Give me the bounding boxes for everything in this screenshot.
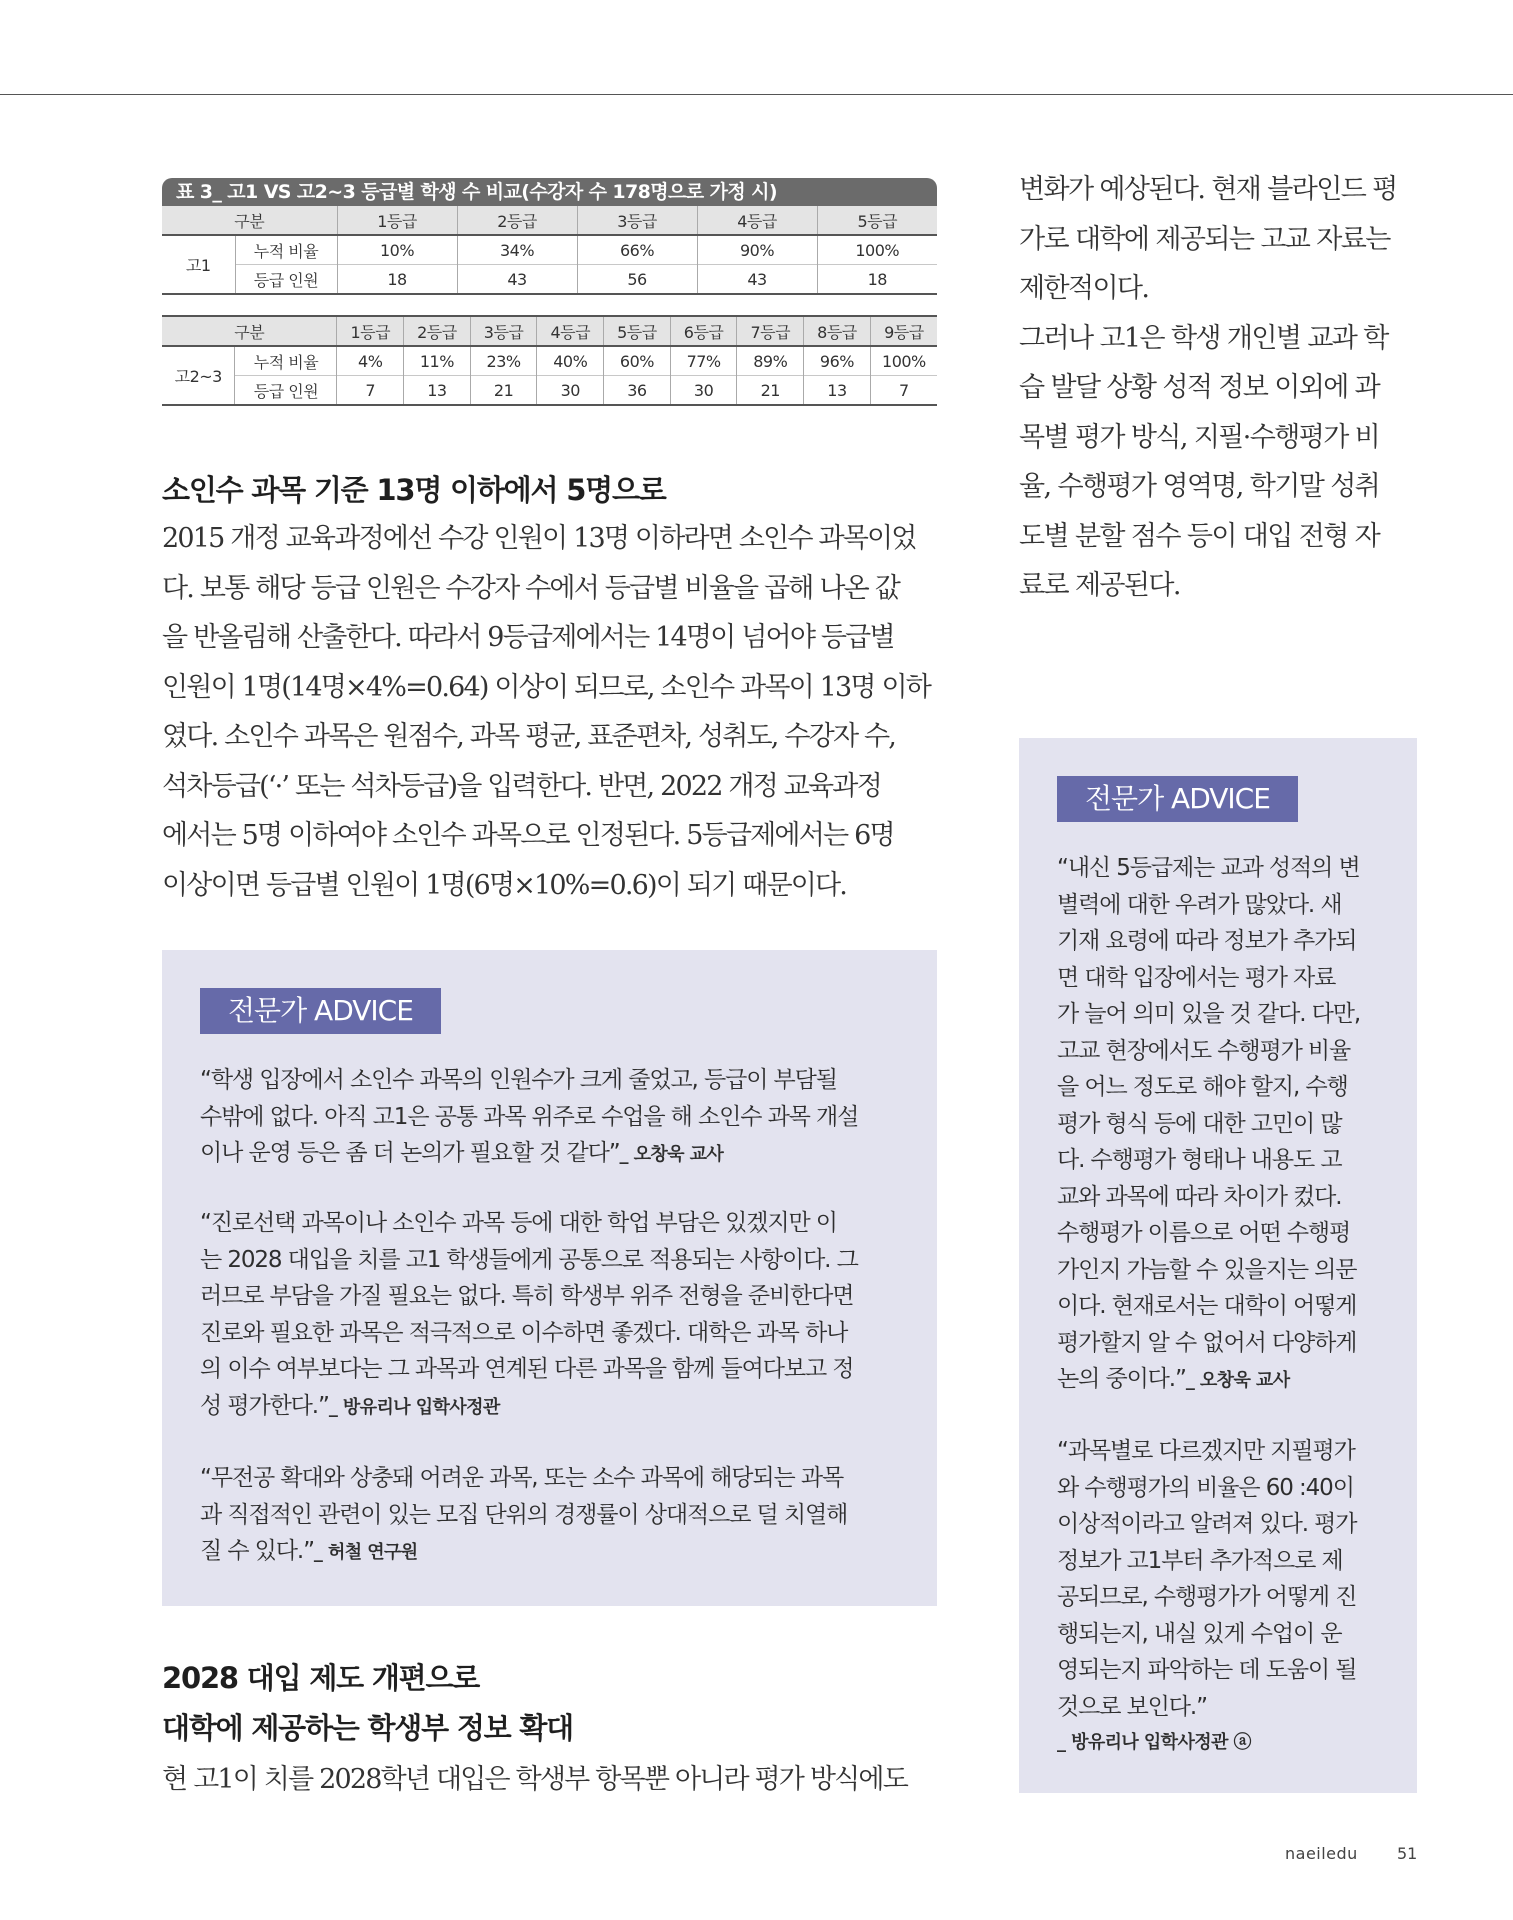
table-cell: 90%: [697, 235, 817, 265]
text-line: 이다. 현재로서는 대학이 어떻게: [1057, 1293, 1357, 1319]
header-cell: 7등급: [737, 316, 804, 346]
table-cell: 34%: [457, 235, 577, 265]
table-cell: 96%: [804, 346, 871, 376]
text-line: 을 어느 정도로 해야 할지, 수행: [1057, 1074, 1348, 1100]
header-cell: 8등급: [804, 316, 871, 346]
text-line: 교와 과목에 따라 차이가 컸다.: [1057, 1183, 1342, 1210]
text-line: “과목별로 다르겠지만 지필평가: [1057, 1438, 1355, 1464]
table-cell: 89%: [737, 346, 804, 376]
group-cell: 고1: [185, 256, 211, 275]
quote-author: _ 방유리나 입학사정관 ⓐ: [1057, 1732, 1251, 1753]
header-cell: 5등급: [604, 316, 671, 346]
text-line: 도별 분할 점수 등이 대입 전형 자: [1019, 520, 1380, 552]
table-cell: 18: [337, 265, 457, 295]
row-label: 누적 비율: [235, 235, 337, 265]
text-line: 가인지 가늠할 수 있을지는 의문: [1057, 1256, 1357, 1283]
section-heading: 대학에 제공하는 학생부 정보 확대: [162, 1711, 573, 1745]
text-line: 영되는지 파악하는 데 도움이 될: [1057, 1657, 1357, 1683]
text-line: 2015 개정 교육과정에선 수강 인원이 13명 이하라면 소인수 과목이었: [162, 523, 916, 554]
advice-quote: [200, 1460, 847, 1572]
text-line: 성 평가한다.”: [200, 1392, 329, 1419]
text-line: 다. 수행평가 형태나 내용도 고: [1057, 1147, 1342, 1173]
text-line: “학생 입장에서 소인수 과목의 인원수가 크게 줄었고, 등급이 부담될: [200, 1067, 837, 1093]
table-cell: 30: [670, 376, 737, 406]
text-line: 논의 중이다.”: [1057, 1366, 1186, 1392]
page-number: 51: [1397, 1844, 1418, 1863]
section-heading: 2028 대입 제도 개편으로: [162, 1661, 480, 1695]
text-line: 이상적이라고 알려져 있다. 평가: [1057, 1511, 1357, 1537]
header-cell: 2등급: [404, 316, 471, 346]
text-line: 질 수 있다.”: [200, 1538, 314, 1564]
advice-quote: [200, 1062, 858, 1174]
text-line: 석차등급(‘·’ 또는 석차등급)을 입력한다. 반면, 2022 개정 교육과정: [162, 770, 881, 802]
text-line: 별력에 대한 우려가 많았다. 새: [1057, 891, 1342, 918]
text-line: 고교 현장에서도 수행평가 비율: [1057, 1037, 1351, 1064]
grade-comparison-table: [162, 178, 937, 406]
text-line: 그러나 고1은 학생 개인별 교과 학: [1019, 322, 1388, 354]
row-label: 등급 인원: [235, 376, 337, 406]
header-cell: 2등급: [457, 206, 577, 235]
advice-quote: [1057, 850, 1360, 1400]
table-row: [162, 346, 937, 376]
text-line: 평가할지 알 수 없어서 다양하게: [1057, 1329, 1357, 1356]
right-column-paragraph: [1019, 165, 1397, 611]
table-cell: 36: [604, 376, 671, 406]
text-line: “무전공 확대와 상충돼 어려운 과목, 또는 소수 과목에 해당되는 과목: [200, 1465, 844, 1491]
table-grade2-3: [162, 315, 937, 406]
text-line: 수행평가 이름으로 어떤 수행평: [1057, 1220, 1351, 1246]
table-cell: 100%: [870, 346, 937, 376]
header-cell: 6등급: [670, 316, 737, 346]
header-cell: 5등급: [817, 206, 937, 235]
text-line: 목별 평가 방식, 지필·수행평가 비: [1019, 421, 1380, 453]
header-cell: 9등급: [870, 316, 937, 346]
text-line: 진로와 필요한 과목은 적극적으로 이수하면 좋겠다. 대학은 과목 하나: [200, 1319, 848, 1346]
text-line: 현 고1이 치를 2028학년 대입은 학생부 항목뿐 아니라 평가 방식에도: [162, 1764, 907, 1795]
table-row: [162, 265, 937, 295]
table-cell: 21: [470, 376, 537, 406]
header-cell: 1등급: [337, 316, 404, 346]
header-cell: 구분: [162, 316, 337, 346]
section-heading: 소인수 과목 기준 13명 이하에서 5명으로: [162, 473, 666, 507]
table-cell: 30: [537, 376, 604, 406]
text-line: 다. 보통 해당 등급 인원은 수강자 수에서 등급별 비율을 곱해 나온 값: [162, 572, 900, 604]
advice-label: 전문가 ADVICE: [1057, 776, 1298, 822]
table-cell: 10%: [337, 235, 457, 265]
text-line: 인원이 1명(14명×4%=0.64) 이상이 되므로, 소인수 과목이 13명 이하: [162, 671, 931, 703]
text-line: 율, 수행평가 영역명, 학기말 성취: [1019, 471, 1380, 502]
text-line: 변화가 예상된다. 현재 블라인드 평: [1019, 174, 1397, 205]
table-cell: 7: [870, 376, 937, 406]
text-line: 수밖에 없다. 아직 고1은 공통 과목 위주로 수업을 해 소인수 과목 개설: [200, 1103, 859, 1130]
text-line: “진로선택 과목이나 소인수 과목 등에 대한 학업 부담은 있겠지만 이: [200, 1210, 837, 1236]
table-cell: 13: [404, 376, 471, 406]
text-line: 면 대학 입장에서는 평가 자료: [1057, 964, 1336, 991]
table-cell: 4%: [337, 346, 404, 376]
header-cell: 구분: [162, 206, 337, 235]
table-grade1: [162, 206, 937, 295]
table-cell: 7: [337, 376, 404, 406]
table-cell: 23%: [470, 346, 537, 376]
table-cell: 66%: [577, 235, 697, 265]
text-line: 공되므로, 수행평가가 어떻게 진: [1057, 1584, 1357, 1610]
text-line: 것으로 보인다.”: [1057, 1693, 1207, 1720]
text-line: 러므로 부담을 가질 필요는 없다. 특히 학생부 위주 전형을 준비한다면: [200, 1283, 854, 1309]
row-label: 등급 인원: [235, 265, 337, 295]
footer-brand: naeiledu: [1285, 1844, 1358, 1863]
text-line: “내신 5등급제는 교과 성적의 변: [1057, 855, 1360, 881]
table-cell: 60%: [604, 346, 671, 376]
header-cell: 4등급: [537, 316, 604, 346]
advice-quote: [200, 1205, 858, 1426]
table-header-row: [162, 206, 937, 235]
text-line: 에서는 5명 이하여야 소인수 과목으로 인정된다. 5등급제에서는 6명: [162, 820, 894, 851]
table-row: [162, 376, 937, 406]
text-line: 가 늘어 의미 있을 것 같다. 다만,: [1057, 1001, 1361, 1027]
table-cell: 40%: [537, 346, 604, 376]
advice-label: 전문가 ADVICE: [200, 988, 441, 1034]
table-cell: 43: [457, 265, 577, 295]
text-line: 습 발달 상황 성적 정보 이외에 과: [1019, 372, 1380, 403]
top-rule: [0, 94, 1513, 95]
header-cell: 3등급: [470, 316, 537, 346]
body-paragraph: [162, 1755, 907, 1804]
advice-box: [162, 950, 937, 1606]
row-label: 누적 비율: [235, 346, 337, 376]
group-cell: 고2~3: [174, 367, 222, 386]
advice-quote: [1057, 1433, 1356, 1762]
table-cell: 56: [577, 265, 697, 295]
header-cell: 3등급: [577, 206, 697, 235]
table-cell: 43: [697, 265, 817, 295]
text-line: 가로 대학에 제공되는 고교 자료는: [1019, 223, 1390, 255]
quote-author: _ 허철 연구원: [313, 1542, 418, 1563]
text-line: 을 반올림해 산출한다. 따라서 9등급제에서는 14명이 넘어야 등급별: [162, 622, 894, 653]
text-line: 과 직접적인 관련이 있는 모집 단위의 경쟁률이 상대적으로 덜 치열해: [200, 1501, 848, 1528]
quote-author: _ 오창욱 교사: [619, 1144, 724, 1165]
text-line: 였다. 소인수 과목은 원점수, 과목 평균, 표준편차, 성취도, 수강자 수,: [162, 721, 896, 752]
text-line: 와 수행평가의 비율은 60 :40이: [1057, 1474, 1354, 1501]
text-line: 료로 제공된다.: [1019, 570, 1180, 601]
header-cell: 1등급: [337, 206, 457, 235]
advice-box: [1019, 738, 1417, 1793]
text-line: 이나 운영 등은 좀 더 논의가 필요할 것 같다”: [200, 1140, 620, 1166]
text-line: 제한적이다.: [1019, 273, 1149, 304]
text-line: 이상이면 등급별 인원이 1명(6명×10%=0.6)이 되기 때문이다.: [162, 869, 847, 901]
text-line: 의 이수 여부보다는 그 과목과 연계된 다른 과목을 함께 들여다보고 정: [200, 1356, 854, 1382]
table-caption: 표 3_ 고1 VS 고2~3 등급별 학생 수 비교(수강자 수 178명으로 가정 시): [162, 178, 937, 206]
table-cell: 21: [737, 376, 804, 406]
text-line: 는 2028 대입을 치를 고1 학생들에게 공통으로 적용되는 사항이다. 그: [200, 1246, 858, 1273]
table-cell: 11%: [404, 346, 471, 376]
text-line: 기재 요령에 따라 정보가 추가되: [1057, 928, 1357, 954]
text-line: 평가 형식 등에 대한 고민이 많: [1057, 1110, 1342, 1137]
body-paragraph: [162, 514, 930, 910]
quote-author: _ 방유리나 입학사정관: [328, 1396, 500, 1418]
table-cell: 18: [817, 265, 937, 295]
text-line: 행되는지, 내실 있게 수업이 운: [1057, 1620, 1342, 1647]
table-cell: 77%: [670, 346, 737, 376]
table-header-row: [162, 316, 937, 346]
table-cell: 13: [804, 376, 871, 406]
header-cell: 4등급: [697, 206, 817, 235]
table-cell: 100%: [817, 235, 937, 265]
quote-author: _ 오창욱 교사: [1185, 1370, 1290, 1391]
text-line: 정보가 고1부터 추가적으로 제: [1057, 1547, 1343, 1574]
table-row: [162, 235, 937, 265]
